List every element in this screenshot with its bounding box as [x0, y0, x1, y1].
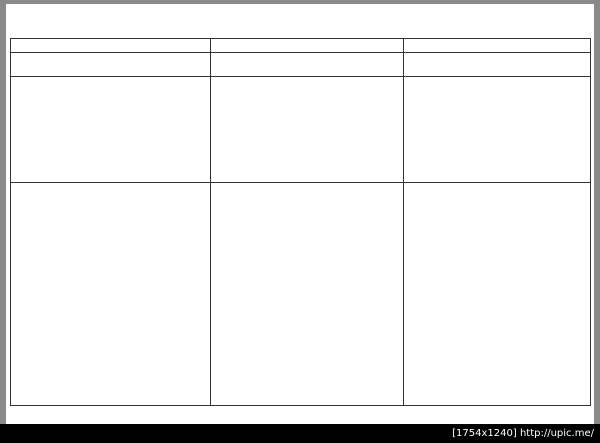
table-header-row [11, 39, 591, 53]
table-cell [211, 183, 404, 406]
table-cell [11, 183, 211, 406]
compiler-credit [372, 11, 582, 33]
table-cell [211, 77, 404, 183]
table-cell [11, 77, 211, 183]
comparison-table [10, 38, 591, 406]
table-cell [404, 183, 591, 406]
image-host-watermark: [1754x1240] http://upic.me/ [452, 428, 594, 439]
chapter-heading [211, 53, 404, 77]
chapter-row [11, 53, 591, 77]
table-row [11, 183, 591, 406]
column-header-3 [404, 39, 591, 53]
document-page [6, 4, 594, 424]
column-header-2 [211, 39, 404, 53]
table-cell [404, 77, 591, 183]
table-row [11, 77, 591, 183]
image-host-bar [0, 424, 600, 443]
column-header-1 [11, 39, 211, 53]
